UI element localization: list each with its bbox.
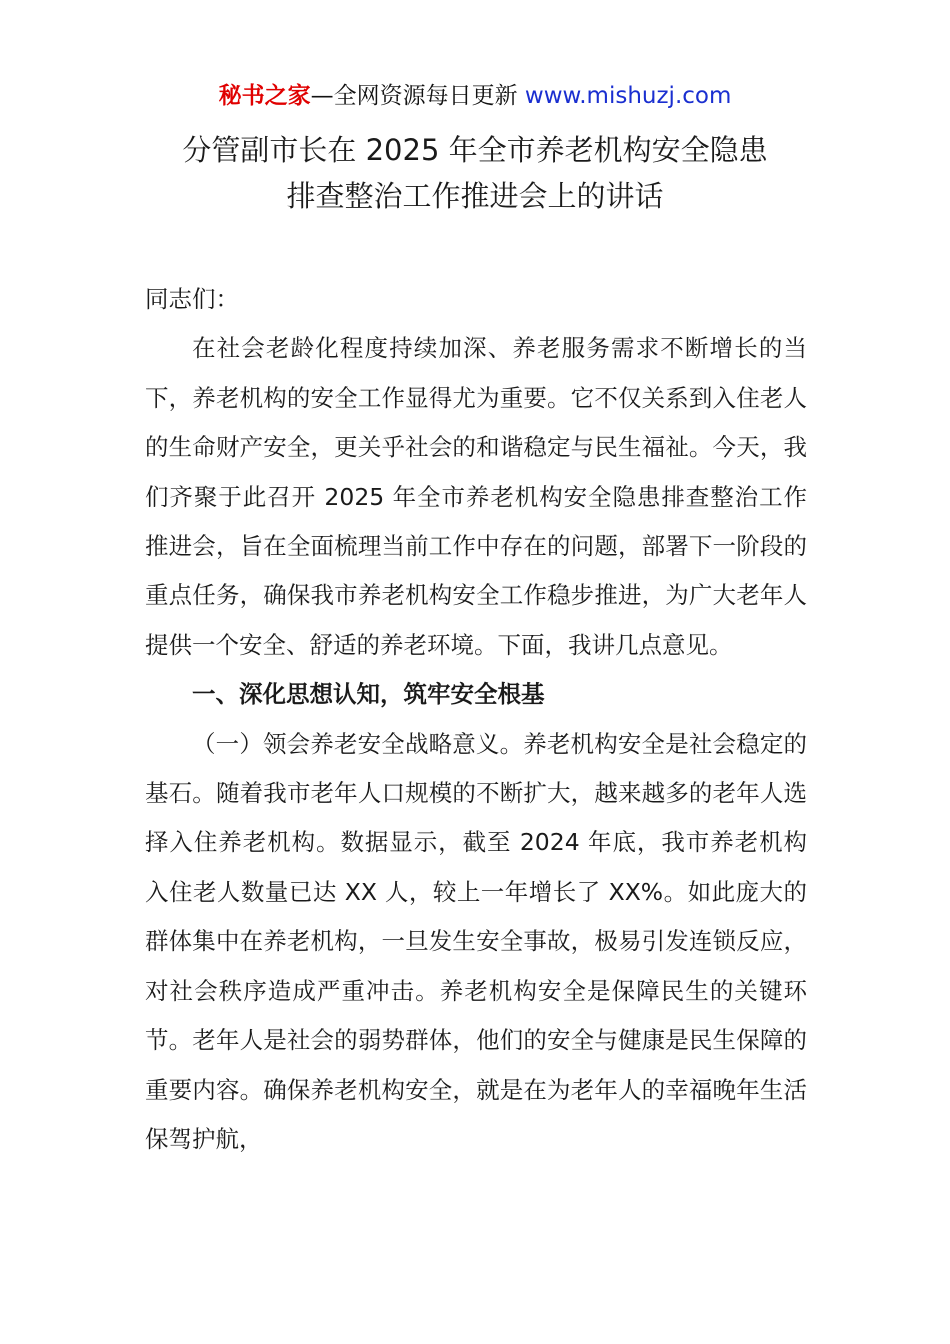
salutation: 同志们： bbox=[145, 285, 239, 313]
document-body bbox=[145, 275, 807, 1164]
document-title bbox=[0, 127, 950, 219]
site-tagline: —全网资源每日更新 bbox=[310, 83, 525, 109]
site-header bbox=[0, 80, 950, 112]
section-heading-1: 一、深化思想认知，筑牢安全根基 bbox=[192, 680, 545, 709]
site-url-link[interactable]: www.mishuzj.com bbox=[524, 83, 732, 109]
title-line-1: 分管副市长在 2025 年全市养老机构安全隐患 bbox=[182, 133, 768, 167]
intro-paragraph: 在社会老龄化程度持续加深、养老服务需求不断增长的当下，养老机构的安全工作显得尤为重要。它不仅关系到入住老人的生命财产安全，更关乎社会的和谐稳定与民生福祉。今天，我们齐聚于此召开 2025 年全市养老机构安全隐患排查整治工作推进会，旨在全面梳理当前工作中存在的问题，部署下一阶段的重点任务，确保我市养老机构安全工作稳步推进，为广大老年人提供一个安全、舒适的养老环境。下面，我讲几点意见。 bbox=[145, 334, 807, 659]
brand-name: 秘书之家 bbox=[218, 83, 311, 109]
title-line-2: 排查整治工作推进会上的讲话 bbox=[286, 179, 664, 213]
body-paragraph: （一）领会养老安全战略意义。养老机构安全是社会稳定的基石。随着我市老年人口规模的不断扩大，越来越多的老年人选择入住养老机构。数据显示，截至 2024 年底，我市养老机构入住老人数量已达 XX 人，较上一年增长了 XX%。如此庞大的群体集中在养老机构，一旦发生安全事故，极易引发连锁反应，对社会秩序造成严重冲击。养老机构安全是保障民生的关键环节。老年人是社会的弱势群体，他们的安全与健康是民生保障的重要内容。确保养老机构安全，就是在为老年人的幸福晚年生活保驾护航， bbox=[145, 729, 807, 1153]
